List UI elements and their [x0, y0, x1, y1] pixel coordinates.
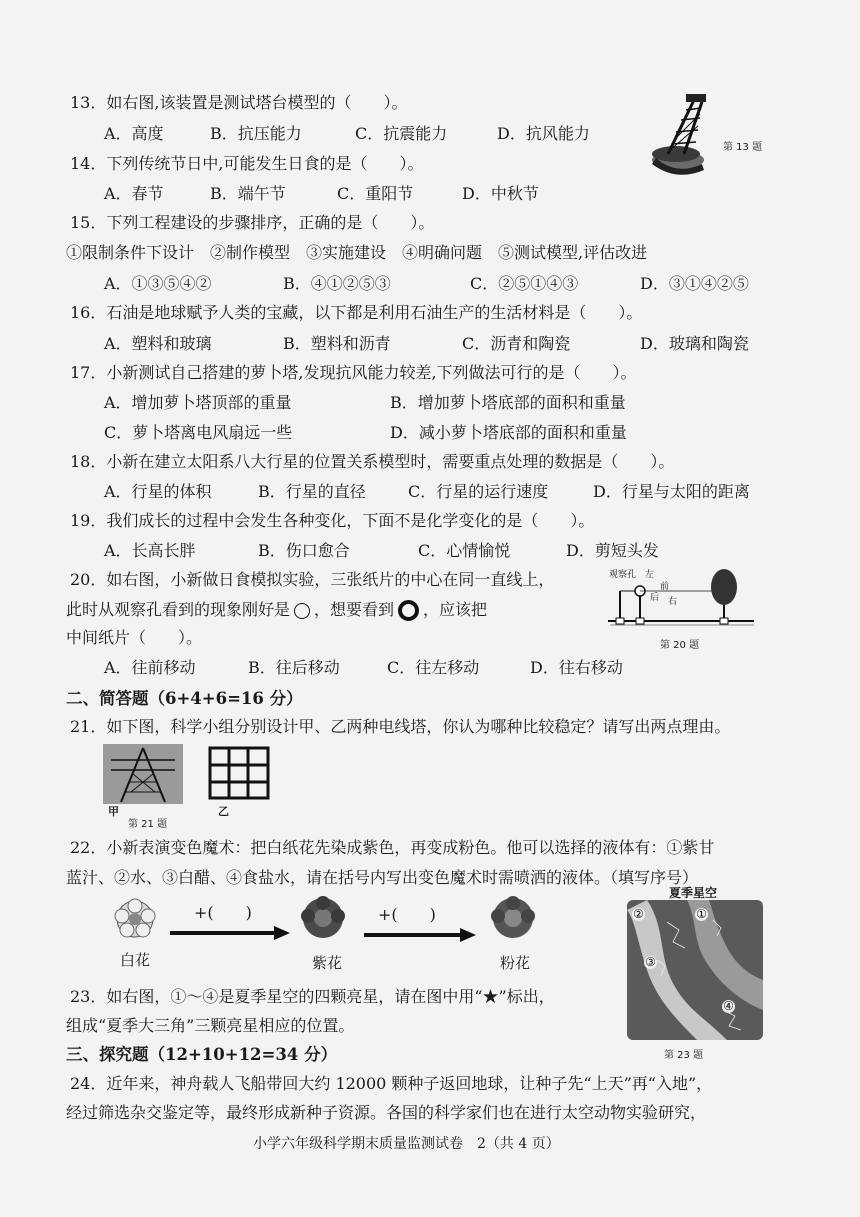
q14-option-b: B．端午节 [210, 184, 286, 203]
summer-sky-chart[interactable] [627, 900, 763, 1040]
summer-sky-title: 夏季星空 [669, 886, 718, 900]
right-label: 右 [668, 597, 678, 607]
q24-line1: 24．近年来，神舟载人飞船带回大约 12000 颗种子返回地球，让种子先“上天”再“入地”， [70, 1074, 713, 1093]
thick-ring-icon [398, 600, 419, 621]
q23-line2: 组成“夏季大三角”三颗亮星相应的位置。 [66, 1016, 355, 1035]
q15-stem: 15．下列工程建设的步骤排序，正确的是（ ）。 [70, 213, 435, 232]
q14-option-c: C．重阳节 [337, 184, 414, 203]
q20-caption: 第 20 题 [660, 640, 700, 651]
q22-liquid-blank-1[interactable]: +( ) [194, 903, 252, 922]
pink-flower-icon [488, 896, 538, 940]
q19-stem: 19．我们成长的过程中会发生各种变化，下面不是化学变化的是（ ）。 [70, 511, 595, 530]
q20-option-c: C．往左移动 [387, 658, 480, 677]
q16-option-d: D．玻璃和陶瓷 [640, 334, 749, 353]
section-2-heading: 二、简答题（6+4+6=16 分） [66, 689, 303, 708]
q16-option-a: A．塑料和玻璃 [104, 334, 212, 353]
q15-option-c: C．②⑤①④③ [470, 274, 579, 293]
q16-stem: 16．石油是地球赋予人类的宝藏，以下都是利用石油生产的生活材料是（ ）。 [70, 303, 643, 322]
q19-option-b: B．伤口愈合 [258, 541, 350, 560]
q17-option-c: C．萝卜塔离电风扇远一些 [104, 423, 293, 442]
tower-yi-label: 乙 [218, 805, 229, 818]
q23-line1: 23．如右图，①～④是夏季星空的四颗亮星，请在图中用“★”标出， [70, 987, 555, 1006]
q20-line2-c: ，应该把 [423, 600, 488, 619]
q21-caption: 第 21 题 [128, 819, 168, 830]
q14-option-a: A．春节 [104, 184, 164, 203]
q13-option-c: C．抗震能力 [355, 124, 448, 143]
purple-flower-icon [298, 896, 348, 940]
q13-option-d: D．抗风能力 [497, 124, 590, 143]
q20-line2-b: ，想要看到 [314, 600, 395, 619]
white-flower-icon [112, 898, 158, 940]
q14-option-d: D．中秋节 [462, 184, 539, 203]
arrow-right-icon [170, 926, 290, 940]
q15-option-a: A．①③⑤④② [104, 274, 212, 293]
q20-line2-a: 此时从观察孔看到的现象刚好是 [66, 600, 291, 619]
q19-option-d: D．剪短头发 [566, 541, 659, 560]
left-label: 左 [645, 570, 655, 580]
q16-option-c: C．沥青和陶瓷 [462, 334, 571, 353]
q18-option-c: C．行星的运行速度 [408, 482, 549, 501]
tower-test-figure [646, 92, 722, 184]
q15-option-d: D．③①④②⑤ [640, 274, 749, 293]
back-label: 后 [650, 593, 660, 603]
q18-option-d: D．行星与太阳的距离 [593, 482, 750, 501]
tower-jia-label: 甲 [108, 805, 119, 818]
q19-option-a: A．长高长胖 [104, 541, 196, 560]
q20-line1: 20．如右图，小新做日食模拟实验，三张纸片的中心在同一直线上， [70, 570, 555, 589]
tower-yi-figure [208, 746, 270, 802]
q22-line2: 蓝汁、②水、③白醋、④食盐水，请在括号内写出变色魔术时需喷洒的液体。（填写序号） [66, 868, 699, 887]
q15-option-b: B．④①②⑤③ [283, 274, 391, 293]
q16-option-b: B．塑料和沥青 [283, 334, 391, 353]
tower-jia-figure [103, 744, 183, 804]
q13-stem: 13．如右图,该装置是测试塔台模型的（ ）。 [70, 93, 408, 112]
arrow-right-icon-2 [364, 928, 476, 942]
q13-caption: 第 13 题 [723, 142, 763, 153]
q19-option-c: C．心情愉悦 [418, 541, 511, 560]
q18-option-b: B．行星的直径 [258, 482, 366, 501]
q18-stem: 18．小新在建立太阳系八大行星的位置关系模型时，需要重点处理的数据是（ ）。 [70, 452, 675, 471]
q20-option-d: D．往右移动 [530, 658, 623, 677]
q17-option-a: A．增加萝卜塔顶部的重量 [104, 393, 292, 412]
q20-option-a: A．往前移动 [104, 658, 196, 677]
q22-line1: 22．小新表演变色魔术：把白纸花先染成紫色，再变成粉色。他可以选择的液体有：①紫甘 [70, 838, 715, 857]
q22-liquid-blank-2[interactable]: +( ) [378, 905, 436, 924]
page-footer: 小学六年级科学期末质量监测试卷 2（共 4 页） [253, 1136, 560, 1152]
star-marker-1: ① [696, 907, 707, 921]
thin-ring-icon [294, 603, 310, 619]
star-marker-4: ④ [723, 999, 734, 1013]
q17-stem: 17．小新测试自己搭建的萝卜塔,发现抗风能力较差,下列做法可行的是（ ）。 [70, 363, 637, 382]
q17-option-d: D．减小萝卜塔底部的面积和重量 [390, 423, 627, 442]
q24-line2: 经过筛选杂交鉴定等，最终形成新种子资源。各国的科学家们也在进行太空动物实验研究， [66, 1103, 707, 1122]
q14-stem: 14．下列传统节日中,可能发生日食的是（ ）。 [70, 154, 424, 173]
star-marker-2: ② [633, 907, 644, 921]
q23-caption: 第 23 题 [664, 1050, 704, 1061]
q20-line3: 中间纸片（ ）。 [66, 628, 203, 647]
section-3-heading: 三、探究题（12+10+12=34 分） [66, 1045, 338, 1064]
q18-option-a: A．行星的体积 [104, 482, 212, 501]
q13-option-a: A．高度 [104, 124, 164, 143]
pink-flower-label: 粉花 [500, 954, 531, 972]
white-flower-label: 白花 [120, 951, 151, 969]
q20-line2 [66, 600, 487, 621]
q15-steps: ①限制条件下设计 ②制作模型 ③实施建设 ④明确问题 ⑤测试模型,评估改进 [66, 243, 648, 262]
observation-hole-label: 观察孔 [609, 570, 637, 580]
q13-option-b: B．抗压能力 [210, 124, 302, 143]
q20-option-b: B．往后移动 [248, 658, 340, 677]
star-marker-3: ③ [645, 955, 656, 969]
q21-stem: 21．如下图，科学小组分别设计甲、乙两种电线塔，你认为哪种比较稳定？请写出两点理由。 [70, 717, 731, 736]
purple-flower-label: 紫花 [312, 954, 343, 972]
q17-option-b: B．增加萝卜塔底部的面积和重量 [390, 393, 626, 412]
front-label: 前 [660, 582, 670, 592]
